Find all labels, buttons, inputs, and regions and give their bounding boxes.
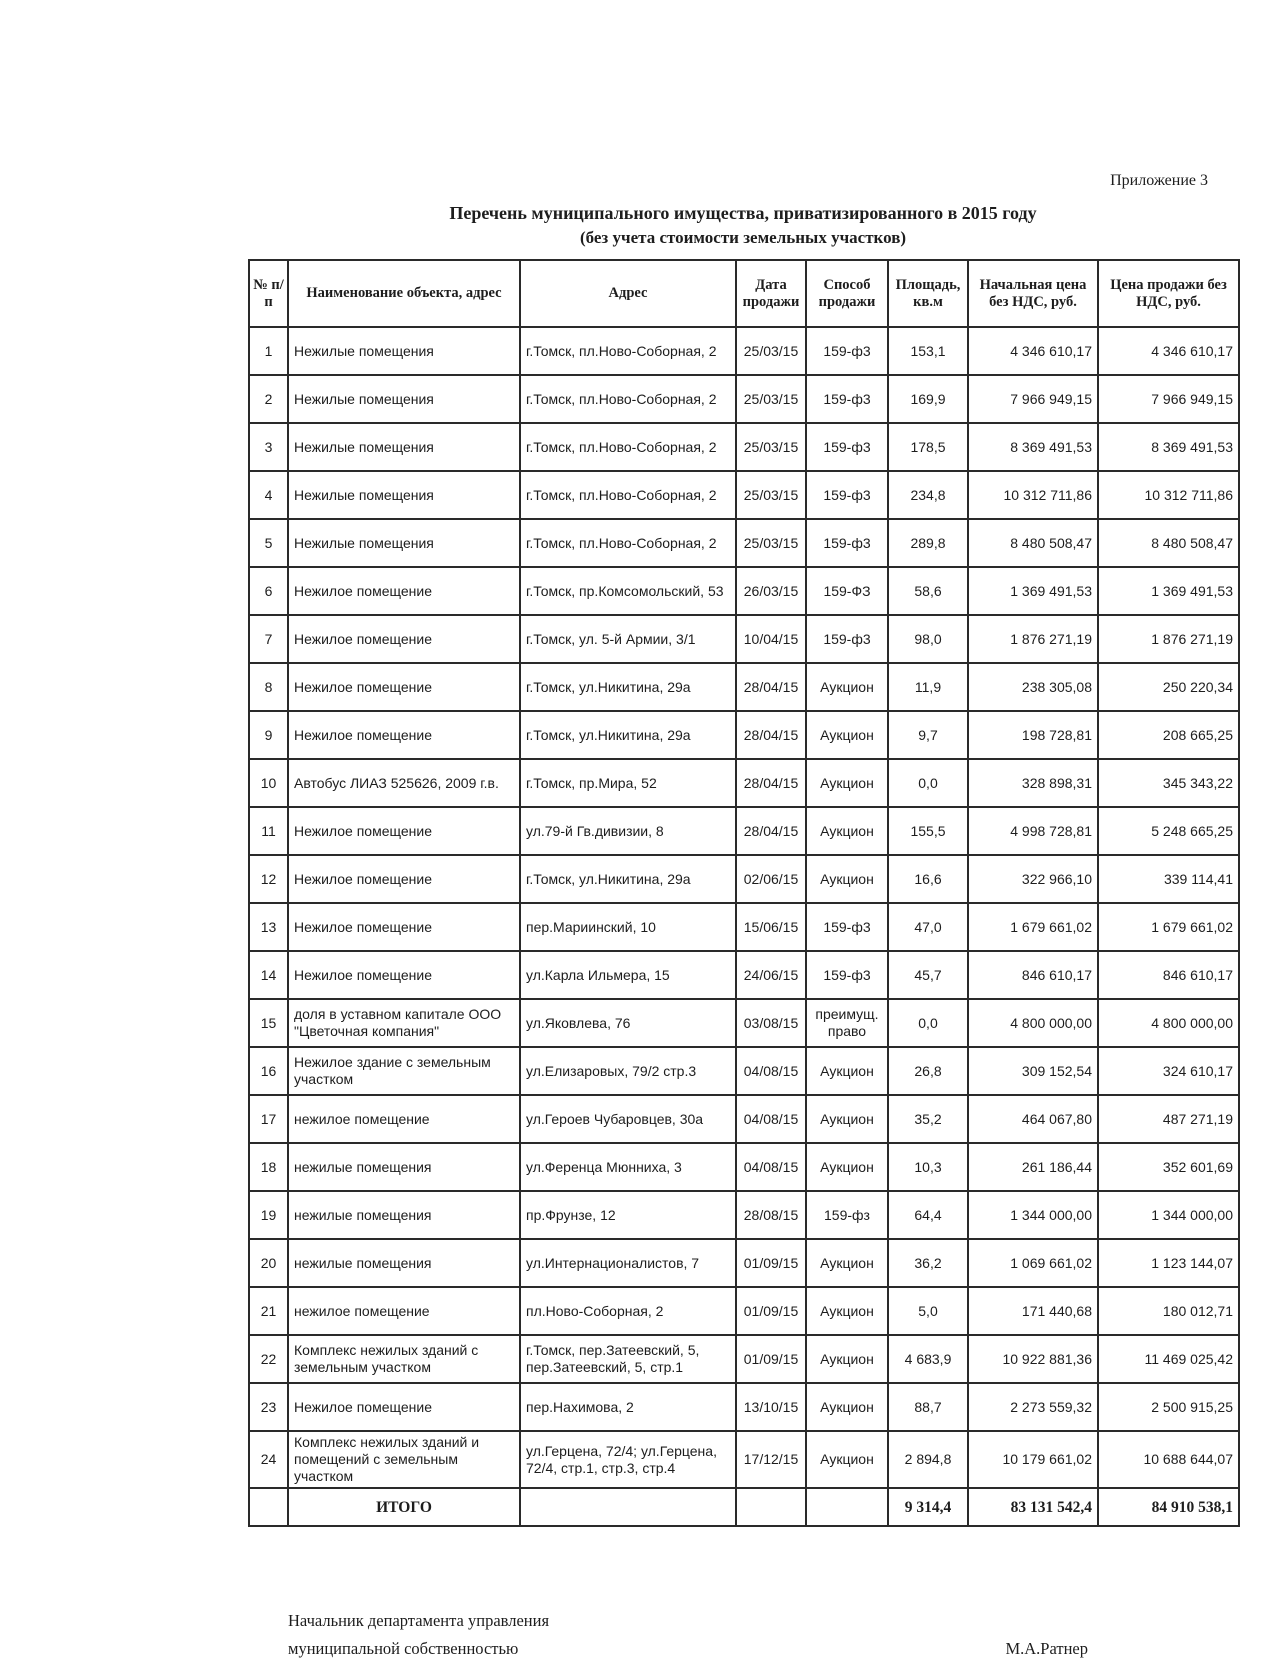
cell-area: 0,0 [888,759,968,807]
cell-date: 25/03/15 [736,519,806,567]
cell-sale_price: 1 123 144,07 [1098,1239,1239,1287]
cell-name: доля в уставном капитале ООО "Цветочная компания" [288,999,520,1047]
cell-area: 234,8 [888,471,968,519]
cell-method: Аукцион [806,1095,888,1143]
cell-num: 22 [249,1335,288,1383]
cell-name: Нежилые помещения [288,375,520,423]
cell-date: 25/03/15 [736,327,806,375]
cell-start_price: 8 480 508,47 [968,519,1098,567]
document-subtitle: (без учета стоимости земельных участков) [579,228,907,247]
cell-name: Нежилое помещение [288,567,520,615]
cell-area: 5,0 [888,1287,968,1335]
cell-name: нежилые помещения [288,1143,520,1191]
cell-address: пл.Ново-Соборная, 2 [520,1287,736,1335]
cell-num: 8 [249,663,288,711]
cell-num: 14 [249,951,288,999]
table-row [249,1191,1239,1239]
cell-address: г.Томск, пл.Ново-Соборная, 2 [520,327,736,375]
cell-area: 26,8 [888,1047,968,1095]
cell-date: 28/08/15 [736,1191,806,1239]
cell-sale_price: 487 271,19 [1098,1095,1239,1143]
cell-name: Нежилое помещение [288,807,520,855]
cell-area: 36,2 [888,1239,968,1287]
cell-address: г.Томск, ул.Никитина, 29а [520,711,736,759]
cell-method: 159-ф3 [806,471,888,519]
cell-address: г.Томск, пр.Комсомольский, 53 [520,567,736,615]
cell-method: Аукцион [806,1239,888,1287]
total-label: ИТОГО [288,1488,520,1526]
header-num: № п/п [249,260,288,327]
cell-name: Нежилые помещения [288,471,520,519]
cell-num: 23 [249,1383,288,1431]
table-row [249,423,1239,471]
cell-method: 159-ф3 [806,423,888,471]
cell-date: 13/10/15 [736,1383,806,1431]
cell-sale_price: 4 800 000,00 [1098,999,1239,1047]
cell-start_price: 1 679 661,02 [968,903,1098,951]
cell-sale_price: 846 610,17 [1098,951,1239,999]
cell-area: 155,5 [888,807,968,855]
cell-start_price: 4 800 000,00 [968,999,1098,1047]
cell-address: г.Томск, ул. 5-й Армии, 3/1 [520,615,736,663]
cell-method: преимущ. право [806,999,888,1047]
signatory-position [288,1607,549,1663]
cell-start_price: 846 610,17 [968,951,1098,999]
cell-start_price: 10 312 711,86 [968,471,1098,519]
table-row [249,615,1239,663]
cell-area: 289,8 [888,519,968,567]
table-row [249,471,1239,519]
cell-start_price: 1 369 491,53 [968,567,1098,615]
table-row [249,711,1239,759]
cell-name: Нежилое помещение [288,951,520,999]
header-method: Способ продажи [806,260,888,327]
cell-area: 4 683,9 [888,1335,968,1383]
cell-sale_price: 11 469 025,42 [1098,1335,1239,1383]
cell-sale_price: 324 610,17 [1098,1047,1239,1095]
total-row [249,1488,1239,1526]
cell-num: 19 [249,1191,288,1239]
cell-sale_price: 339 114,41 [1098,855,1239,903]
table-row [249,1287,1239,1335]
cell-method: Аукцион [806,1431,888,1488]
cell-area: 16,6 [888,855,968,903]
cell-num: 17 [249,1095,288,1143]
cell-address: ул.Елизаровых, 79/2 стр.3 [520,1047,736,1095]
cell-area: 178,5 [888,423,968,471]
cell-num: 24 [249,1431,288,1488]
table-row [249,1239,1239,1287]
table-row [249,1047,1239,1095]
cell-name: Нежилое помещение [288,903,520,951]
cell-start_price: 1 344 000,00 [968,1191,1098,1239]
header-name: Наименование объекта, адрес [288,260,520,327]
cell-address: г.Томск, ул.Никитина, 29а [520,855,736,903]
cell-address: ул.Ференца Мюнниха, 3 [520,1143,736,1191]
cell-start_price: 1 876 271,19 [968,615,1098,663]
cell-sale_price: 2 500 915,25 [1098,1383,1239,1431]
table-row [249,663,1239,711]
cell-date: 24/06/15 [736,951,806,999]
cell-num: 4 [249,471,288,519]
cell-date: 28/04/15 [736,663,806,711]
signatory-name: М.А.Ратнер [1005,1639,1088,1658]
table-row [249,951,1239,999]
cell-start_price: 1 069 661,02 [968,1239,1098,1287]
cell-method: 159-ф3 [806,951,888,999]
cell-sale_price: 1 876 271,19 [1098,615,1239,663]
cell-method: Аукцион [806,711,888,759]
cell-sale_price: 10 312 711,86 [1098,471,1239,519]
cell-num: 5 [249,519,288,567]
cell-num: 20 [249,1239,288,1287]
cell-area: 88,7 [888,1383,968,1431]
cell-area: 9,7 [888,711,968,759]
cell-sale_price: 250 220,34 [1098,663,1239,711]
cell-date: 28/04/15 [736,759,806,807]
cell-sale_price: 8 480 508,47 [1098,519,1239,567]
cell-start_price: 4 346 610,17 [968,327,1098,375]
cell-num: 9 [249,711,288,759]
property-table [248,259,1240,1527]
table-row [249,1335,1239,1383]
table-row [249,1095,1239,1143]
cell-method: Аукцион [806,1335,888,1383]
cell-address: г.Томск, пл.Ново-Соборная, 2 [520,519,736,567]
cell-name: нежилые помещения [288,1239,520,1287]
total-num-cell [249,1488,288,1526]
cell-num: 12 [249,855,288,903]
annex-label: Приложение 3 [1110,172,1208,189]
cell-sale_price: 5 248 665,25 [1098,807,1239,855]
cell-area: 10,3 [888,1143,968,1191]
cell-date: 28/04/15 [736,711,806,759]
cell-num: 7 [249,615,288,663]
cell-start_price: 8 369 491,53 [968,423,1098,471]
cell-area: 35,2 [888,1095,968,1143]
cell-method: 159-ФЗ [806,567,888,615]
cell-name: нежилое помещение [288,1095,520,1143]
table-row [249,999,1239,1047]
cell-method: 159-ф3 [806,327,888,375]
cell-name: нежилые помещения [288,1191,520,1239]
total-area: 9 314,4 [888,1488,968,1526]
cell-name: Нежилые помещения [288,423,520,471]
cell-date: 04/08/15 [736,1143,806,1191]
cell-start_price: 198 728,81 [968,711,1098,759]
cell-sale_price: 180 012,71 [1098,1287,1239,1335]
cell-method: 159-фз [806,1191,888,1239]
table-row [249,567,1239,615]
cell-area: 169,9 [888,375,968,423]
cell-address: г.Томск, пл.Ново-Соборная, 2 [520,471,736,519]
cell-name: Нежилое помещение [288,663,520,711]
cell-sale_price: 8 369 491,53 [1098,423,1239,471]
cell-method: Аукцион [806,807,888,855]
table-row [249,327,1239,375]
cell-area: 58,6 [888,567,968,615]
cell-start_price: 10 179 661,02 [968,1431,1098,1488]
cell-sale_price: 1 679 661,02 [1098,903,1239,951]
cell-area: 45,7 [888,951,968,999]
cell-num: 11 [249,807,288,855]
cell-date: 26/03/15 [736,567,806,615]
table-row [249,1383,1239,1431]
table-row [249,759,1239,807]
table-row [249,807,1239,855]
cell-start_price: 10 922 881,36 [968,1335,1098,1383]
cell-name: Комплекс нежилых зданий и помещений с земельным участком [288,1431,520,1488]
cell-method: Аукцион [806,759,888,807]
cell-method: Аукцион [806,1047,888,1095]
cell-num: 15 [249,999,288,1047]
cell-start_price: 2 273 559,32 [968,1383,1098,1431]
cell-name: Нежилое здание с земельным участком [288,1047,520,1095]
cell-address: ул.Яковлева, 76 [520,999,736,1047]
total-start-price: 83 131 542,4 [968,1488,1098,1526]
cell-num: 21 [249,1287,288,1335]
cell-name: Нежилые помещения [288,519,520,567]
cell-method: 159-ф3 [806,375,888,423]
cell-sale_price: 345 343,22 [1098,759,1239,807]
signatory-position-line2: муниципальной собственностью [288,1639,519,1658]
table-header [249,260,1239,327]
cell-method: Аукцион [806,663,888,711]
signature-block [288,1607,1238,1663]
cell-sale_price: 352 601,69 [1098,1143,1239,1191]
cell-name: Нежилое помещение [288,855,520,903]
cell-address: ул.Карла Ильмера, 15 [520,951,736,999]
cell-date: 04/08/15 [736,1095,806,1143]
cell-address: г.Томск, пер.Затеевский, 5, пер.Затеевский, 5, стр.1 [520,1335,736,1383]
cell-num: 10 [249,759,288,807]
cell-method: Аукцион [806,1143,888,1191]
cell-date: 17/12/15 [736,1431,806,1488]
cell-address: г.Томск, ул.Никитина, 29а [520,663,736,711]
cell-sale_price: 208 665,25 [1098,711,1239,759]
document-title: Перечень муниципального имущества, приватизированного в 2015 году [449,203,1037,223]
total-date-cell [736,1488,806,1526]
cell-name: Нежилое помещение [288,615,520,663]
cell-name: нежилое помещение [288,1287,520,1335]
cell-date: 01/09/15 [736,1287,806,1335]
signatory-position-line1: Начальник департамента управления [288,1611,550,1630]
table-row [249,1143,1239,1191]
cell-num: 3 [249,423,288,471]
cell-start_price: 171 440,68 [968,1287,1098,1335]
cell-start_price: 4 998 728,81 [968,807,1098,855]
cell-date: 25/03/15 [736,375,806,423]
cell-date: 15/06/15 [736,903,806,951]
cell-area: 0,0 [888,999,968,1047]
cell-address: ул.79-й Гв.дивизии, 8 [520,807,736,855]
cell-method: Аукцион [806,855,888,903]
table-row [249,519,1239,567]
cell-address: ул.Героев Чубаровцев, 30а [520,1095,736,1143]
cell-date: 02/06/15 [736,855,806,903]
cell-start_price: 328 898,31 [968,759,1098,807]
cell-date: 01/09/15 [736,1239,806,1287]
cell-name: Автобус ЛИАЗ 525626, 2009 г.в. [288,759,520,807]
cell-name: Нежилое помещение [288,1383,520,1431]
table-body [249,327,1239,1488]
cell-method: 159-ф3 [806,519,888,567]
cell-method: 159-ф3 [806,903,888,951]
cell-start_price: 238 305,08 [968,663,1098,711]
cell-address: ул.Интернационалистов, 7 [520,1239,736,1287]
cell-sale_price: 1 344 000,00 [1098,1191,1239,1239]
cell-address: г.Томск, пл.Ново-Соборная, 2 [520,423,736,471]
table-row [249,903,1239,951]
cell-area: 47,0 [888,903,968,951]
header-sale-price: Цена продажи без НДС, руб. [1098,260,1239,327]
cell-address: пр.Фрунзе, 12 [520,1191,736,1239]
cell-date: 25/03/15 [736,423,806,471]
cell-num: 16 [249,1047,288,1095]
cell-address: ул.Герцена, 72/4; ул.Герцена, 72/4, стр.1, стр.3, стр.4 [520,1431,736,1488]
cell-date: 25/03/15 [736,471,806,519]
cell-sale_price: 7 966 949,15 [1098,375,1239,423]
cell-address: г.Томск, пл.Ново-Соборная, 2 [520,375,736,423]
cell-date: 01/09/15 [736,1335,806,1383]
cell-area: 153,1 [888,327,968,375]
cell-start_price: 7 966 949,15 [968,375,1098,423]
header-area: Площадь, кв.м [888,260,968,327]
header-address: Адрес [520,260,736,327]
cell-method: Аукцион [806,1287,888,1335]
cell-num: 13 [249,903,288,951]
total-address-cell [520,1488,736,1526]
cell-sale_price: 4 346 610,17 [1098,327,1239,375]
total-sale-price: 84 910 538,1 [1098,1488,1239,1526]
cell-address: г.Томск, пр.Мира, 52 [520,759,736,807]
cell-area: 98,0 [888,615,968,663]
cell-name: Нежилое помещение [288,711,520,759]
cell-start_price: 322 966,10 [968,855,1098,903]
total-method-cell [806,1488,888,1526]
cell-start_price: 261 186,44 [968,1143,1098,1191]
cell-num: 1 [249,327,288,375]
cell-area: 64,4 [888,1191,968,1239]
table-row [249,375,1239,423]
cell-area: 2 894,8 [888,1431,968,1488]
cell-address: пер.Нахимова, 2 [520,1383,736,1431]
cell-method: Аукцион [806,1383,888,1431]
cell-area: 11,9 [888,663,968,711]
table-row [249,855,1239,903]
cell-start_price: 464 067,80 [968,1095,1098,1143]
cell-date: 28/04/15 [736,807,806,855]
header-start-price: Начальная цена без НДС, руб. [968,260,1098,327]
cell-sale_price: 1 369 491,53 [1098,567,1239,615]
cell-num: 6 [249,567,288,615]
cell-sale_price: 10 688 644,07 [1098,1431,1239,1488]
cell-name: Нежилые помещения [288,327,520,375]
cell-start_price: 309 152,54 [968,1047,1098,1095]
cell-name: Комплекс нежилых зданий с земельным участком [288,1335,520,1383]
cell-method: 159-ф3 [806,615,888,663]
cell-date: 10/04/15 [736,615,806,663]
cell-date: 04/08/15 [736,1047,806,1095]
header-date: Дата продажи [736,260,806,327]
cell-num: 2 [249,375,288,423]
cell-address: пер.Мариинский, 10 [520,903,736,951]
table-row [249,1431,1239,1488]
cell-num: 18 [249,1143,288,1191]
cell-date: 03/08/15 [736,999,806,1047]
